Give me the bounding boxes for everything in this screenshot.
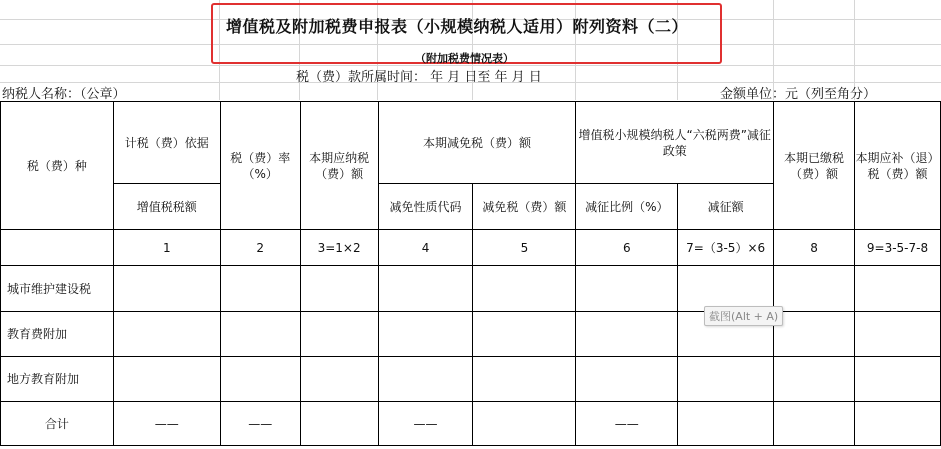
total-dash[interactable]: —— xyxy=(220,402,300,446)
header-reduction[interactable]: 本期减免税（费）额 xyxy=(378,102,576,184)
cell[interactable] xyxy=(473,312,576,357)
cell[interactable] xyxy=(113,266,220,312)
form-title: 增值税及附加税费申报表（小规模纳税人适用）附列资料（二） xyxy=(226,17,689,36)
column-number[interactable]: 8 xyxy=(774,230,855,266)
tax-period-line[interactable]: 税（费）款所属时间： 年 月 日至 年 月 日 xyxy=(296,70,542,85)
row-label-urban-construction-tax[interactable]: 城市维护建设税 xyxy=(1,266,114,312)
cell[interactable] xyxy=(855,402,941,446)
cell[interactable] xyxy=(473,357,576,402)
table-row xyxy=(1,357,941,402)
cell[interactable] xyxy=(855,357,941,402)
header-basis[interactable]: 计税（费）依据 xyxy=(113,102,220,184)
total-row xyxy=(1,402,941,446)
cell[interactable] xyxy=(220,357,300,402)
cell[interactable] xyxy=(576,266,678,312)
header-payable[interactable]: 本期应纳税（费）额 xyxy=(300,102,378,230)
column-number[interactable]: 9=3-5-7-8 xyxy=(855,230,941,266)
column-number[interactable]: 3=1×2 xyxy=(300,230,378,266)
cell[interactable] xyxy=(378,312,473,357)
cell[interactable] xyxy=(576,357,678,402)
header-tax-type[interactable]: 税（费）种 xyxy=(1,102,114,230)
cell[interactable] xyxy=(300,312,378,357)
screenshot-shortcut-tooltip: 截图(Alt + A) xyxy=(704,306,783,326)
column-number[interactable]: 2 xyxy=(220,230,300,266)
taxpayer-name-label[interactable]: 纳税人名称：（公章） xyxy=(2,87,126,102)
cell[interactable] xyxy=(300,357,378,402)
header-paid[interactable]: 本期已缴税（费）额 xyxy=(774,102,855,230)
cell[interactable] xyxy=(774,266,855,312)
header-reduction-code[interactable]: 减免性质代码 xyxy=(378,184,473,230)
cell[interactable] xyxy=(113,312,220,357)
header-reduction-ratio[interactable]: 减征比例（%） xyxy=(576,184,678,230)
header-reduction-amount[interactable]: 减免税（费）额 xyxy=(473,184,576,230)
cell[interactable] xyxy=(774,312,855,357)
cell[interactable] xyxy=(774,357,855,402)
row-label-education-surcharge[interactable]: 教育费附加 xyxy=(1,312,114,357)
table-row xyxy=(1,266,941,312)
cell[interactable] xyxy=(300,402,378,446)
cell[interactable] xyxy=(855,312,941,357)
header-refund[interactable]: 本期应补（退）税（费）额 xyxy=(855,102,941,230)
cell[interactable] xyxy=(678,402,774,446)
row-label-local-education-surcharge[interactable]: 地方教育附加 xyxy=(1,357,114,402)
column-number[interactable]: 6 xyxy=(576,230,678,266)
header-vat-amount[interactable]: 增值税税额 xyxy=(113,184,220,230)
cell[interactable] xyxy=(220,266,300,312)
cell[interactable] xyxy=(678,357,774,402)
table-row xyxy=(1,312,941,357)
column-number[interactable]: 1 xyxy=(113,230,220,266)
cell[interactable] xyxy=(576,312,678,357)
column-number[interactable]: 5 xyxy=(473,230,576,266)
cell[interactable] xyxy=(473,402,576,446)
form-subtitle: （附加税费情况表） xyxy=(415,52,514,65)
cell[interactable] xyxy=(855,266,941,312)
cell[interactable] xyxy=(378,357,473,402)
total-dash[interactable]: —— xyxy=(378,402,473,446)
cell[interactable] xyxy=(774,402,855,446)
header-policy[interactable]: 增值税小规模纳税人“六税两费”减征政策 xyxy=(576,102,774,184)
cell[interactable] xyxy=(473,266,576,312)
total-dash[interactable]: —— xyxy=(576,402,678,446)
cell[interactable] xyxy=(220,312,300,357)
cell[interactable] xyxy=(378,266,473,312)
header-rate[interactable]: 税（费）率（%） xyxy=(220,102,300,230)
column-number[interactable]: 4 xyxy=(378,230,473,266)
header-reduced-amount[interactable]: 减征额 xyxy=(678,184,774,230)
amount-unit-label[interactable]: 金额单位：元（列至角分） xyxy=(720,87,877,102)
column-number-blank[interactable] xyxy=(1,230,114,266)
cell[interactable] xyxy=(678,266,774,312)
cell[interactable] xyxy=(113,357,220,402)
column-number[interactable]: 7=（3-5）×6 xyxy=(678,230,774,266)
row-label-total[interactable]: 合计 xyxy=(1,402,114,446)
cell[interactable] xyxy=(300,266,378,312)
surcharge-report-table xyxy=(0,101,941,446)
total-dash[interactable]: —— xyxy=(113,402,220,446)
